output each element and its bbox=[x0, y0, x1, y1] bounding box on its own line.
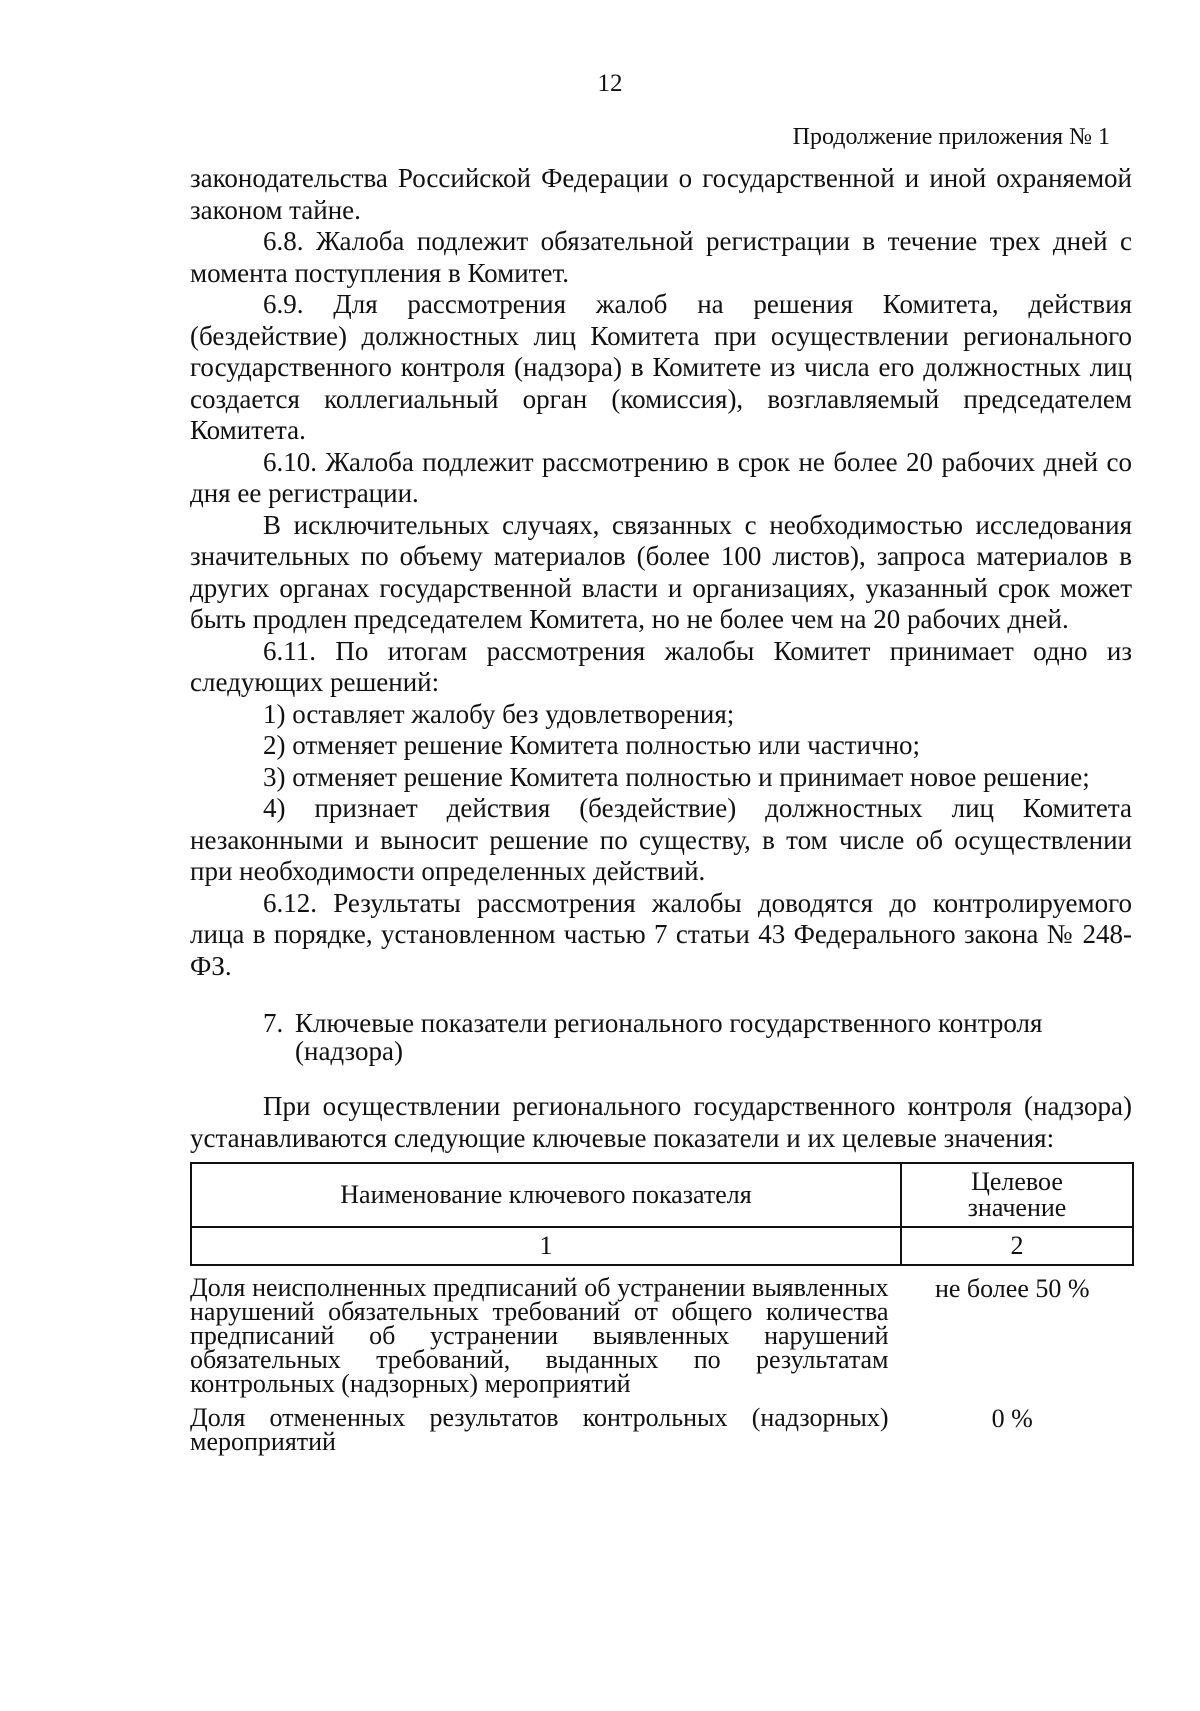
indicator-name: Доля неисполненных предписаний об устранении выявленных нарушений обязательных требований от общего количества предписаний об устранении выявленных нарушений обязательных требований, выданных по результатам контрольных (надзорных) мероприятий bbox=[190, 1273, 889, 1398]
list-item-4: 4) признает действия (бездействие) должностных лиц Комитета незаконными и выносит решение по существу, в том числе об осуществлении при необходимости определенных действий. bbox=[190, 793, 1132, 886]
table-header-row bbox=[191, 1163, 1133, 1227]
paragraph-6-10: 6.10. Жалоба подлежит рассмотрению в срок не более 20 рабочих дней со дня ее регистрации. bbox=[190, 446, 1132, 508]
list-item-1: 1) оставляет жалобу без удовлетворения; bbox=[263, 698, 735, 729]
list-item-3: 3) отменяет решение Комитета полностью и принимает новое решение; bbox=[263, 761, 1090, 792]
paragraph-6-8: 6.8. Жалоба подлежит обязательной регистрации в течение трех дней с момента поступления в Комитет. bbox=[190, 226, 1132, 288]
section-7-title-line1: Ключевые показатели регионального государственного контроля bbox=[295, 1008, 1043, 1038]
indicator-row bbox=[190, 1403, 1132, 1456]
indicator-target-value: 0 % bbox=[991, 1404, 1033, 1433]
section-7-number: 7. bbox=[263, 1008, 284, 1038]
column-number-2: 2 bbox=[901, 1227, 1133, 1265]
paragraph-6-9: 6.9. Для рассмотрения жалоб на решения Комитета, действия (бездействие) должностных лиц Комитета при осуществлении регионального государственного контроля (надзора) в Комитете из числа его должностных лиц создается коллегиальный орган (комиссия), возглавляемый председателем Комитета. bbox=[190, 289, 1132, 445]
header-indicator-name: Наименование ключевого показателя bbox=[191, 1163, 901, 1227]
header-target-value-line1: Целевое bbox=[971, 1167, 1063, 1196]
appendix-continuation-label: Продолжение приложения № 1 bbox=[792, 124, 1110, 150]
section-7-title-line2: (надзора) bbox=[295, 1036, 403, 1066]
header-target-value bbox=[901, 1163, 1133, 1227]
section-7-heading bbox=[190, 1010, 1132, 1037]
page-number: 12 bbox=[597, 70, 623, 97]
key-indicators-table bbox=[190, 1162, 1134, 1266]
indicator-name: Доля отмененных результатов контрольных (надзорных) мероприятий bbox=[190, 1403, 889, 1456]
paragraph-6-11: 6.11. По итогам рассмотрения жалобы Комитет принимает одно из следующих решений: bbox=[190, 635, 1132, 697]
paragraph-continued: законодательства Российской Федерации о государственной и иной охраняемой законом тайне. bbox=[190, 163, 1132, 225]
document-body bbox=[190, 163, 1132, 1464]
indicator-target-value: не более 50 % bbox=[934, 1274, 1090, 1303]
indicator-row bbox=[190, 1273, 1132, 1398]
section-7-intro: При осуществлении регионального государственного контроля (надзора) устанавливаются следующие ключевые показатели и их целевые значения: bbox=[190, 1091, 1132, 1153]
paragraph-6-12: 6.12. Результаты рассмотрения жалобы доводятся до контролируемого лица в порядке, установленном частью 7 статьи 43 Федерального закона № 248-ФЗ. bbox=[190, 887, 1132, 981]
indicator-list bbox=[190, 1273, 1132, 1456]
column-number-1: 1 bbox=[191, 1227, 901, 1265]
paragraph-6-10-exception: В исключительных случаях, связанных с необходимостью исследования значительных по объему материалов (более 100 листов), запроса материалов в других органах государственной власти и организациях, указанный срок может быть продлен председателем Комитета, но не более чем на 20 рабочих дней. bbox=[190, 509, 1132, 634]
table-number-row bbox=[191, 1227, 1133, 1265]
header-target-value-line2: значение bbox=[967, 1193, 1067, 1222]
list-item-2: 2) отменяет решение Комитета полностью или частично; bbox=[263, 730, 921, 760]
